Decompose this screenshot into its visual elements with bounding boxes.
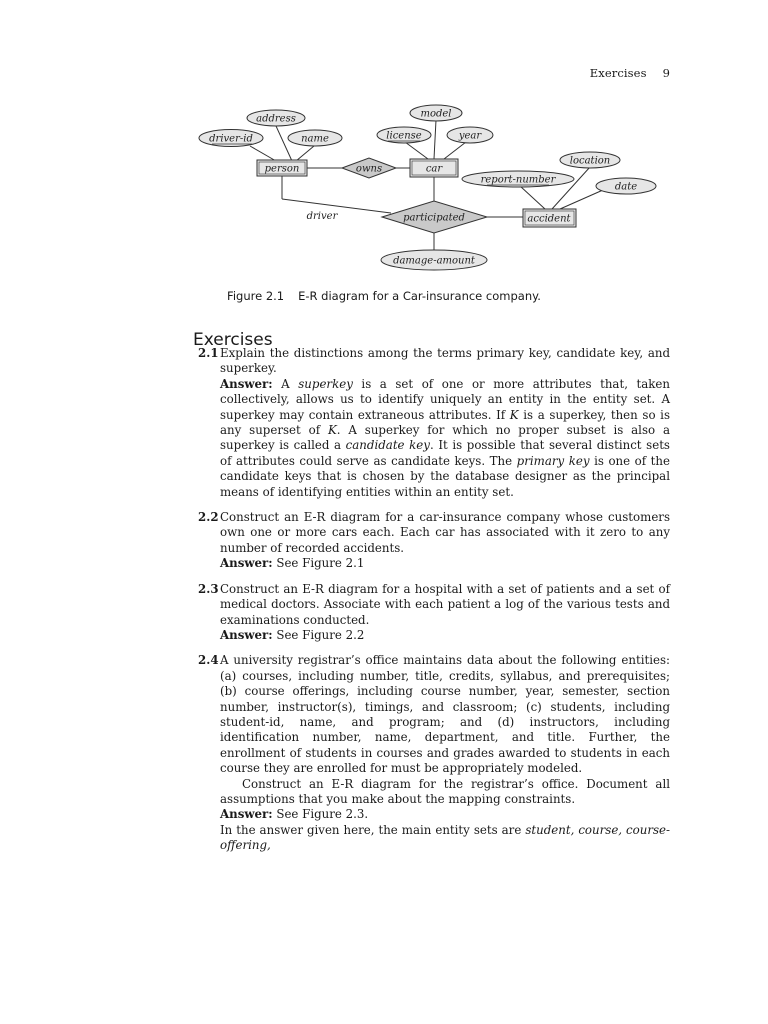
attr-damageamount-label: damage-amount <box>393 255 475 267</box>
answer-text: See Figure 2.1 <box>276 556 365 571</box>
answer-text: A <box>281 376 299 391</box>
var-k: K <box>509 407 519 422</box>
var-k: K <box>327 423 337 438</box>
section-title: Exercises <box>193 330 273 351</box>
figure-caption-text: E-R diagram for a Car-insurance company. <box>298 289 541 303</box>
edge-reportnumber-accident <box>520 186 545 209</box>
answer-text: is one of the candidate keys that is chosen by the database designer as the principal means of identifying entities within an entity set. <box>220 453 671 499</box>
entity-car-label: car <box>425 163 443 175</box>
rel-participated-label: participated <box>403 212 465 224</box>
answer-text: . A superkey for which no proper subset is also a superkey is called a <box>220 423 670 453</box>
attr-location-label: location <box>569 155 611 167</box>
attr-reportnumber-label: report-number <box>480 174 556 186</box>
exercise-2-2 <box>198 510 670 572</box>
exercise-2-1 <box>198 346 670 500</box>
attr-model-label: model <box>420 108 452 120</box>
entity-accident-label: accident <box>527 213 571 225</box>
rel-owns-label: owns <box>355 163 383 175</box>
exercise-answer <box>220 377 670 500</box>
exercise-number: 2.1 <box>198 346 219 360</box>
exercise-question: Construct an E-R diagram for a hospital with a set of patients and a set of medical doctors. Associate with each patient a log of the various tests and examinations conducted. <box>220 581 670 627</box>
edge-name-person <box>296 146 314 161</box>
exercise-question: A university registrar’s office maintains data about the following entities: (a) courses, including number, title, credits, syllabus, and prerequisites; (b) course offerings, including course number, year, semester, section number, instructor(s), timings, and classroom; (c) students, including student-id, name, and program; and (d) instructors, including identification number, name, department, and title. Further, the enrollment of students in courses and grades awarded to students in each course they are enrolled for must be appropriately modeled. <box>220 653 670 776</box>
attr-license-label: license <box>386 130 422 142</box>
answer-label: Answer: <box>220 627 273 642</box>
edge-model-car <box>434 120 436 159</box>
running-title: Exercises <box>589 66 647 80</box>
exercise-number: 2.4 <box>198 653 219 668</box>
exercise-2-3 <box>198 582 670 644</box>
term-superkey: superkey <box>298 376 353 391</box>
answer-text: See Figure 2.3. <box>276 807 369 822</box>
answer-label: Answer: <box>220 556 273 571</box>
edge-address-person <box>276 126 292 161</box>
answer-text: See Figure 2.2 <box>276 627 365 642</box>
answer-label: Answer: <box>220 376 273 391</box>
attr-name-label: name <box>301 133 329 145</box>
exercise-number: 2.3 <box>198 581 219 596</box>
exercise-question: Construct an E-R diagram for a car-insurance company whose customers own one or more cars each. Each car has associated with it zero to any number of recorded accidents. <box>220 510 670 555</box>
entity-person-label: person <box>264 163 300 175</box>
figure-caption-label: Figure 2.1 <box>227 289 285 303</box>
answer-followup <box>220 823 670 854</box>
answer-text: . It is possible that several distinct sets of attributes could serve as candidate keys. The <box>220 438 670 468</box>
exercise-number: 2.2 <box>198 510 219 525</box>
answer-label: Answer: <box>220 807 273 822</box>
role-driver-label: driver <box>306 211 338 222</box>
exercise-answer <box>220 807 670 822</box>
page-number: 9 <box>662 66 670 80</box>
followup-terms: student, course, course-offering, <box>220 822 671 853</box>
exercise-question-continued: Construct an E-R diagram for the registrar’s office. Document all assumptions that you make about the mapping constraints. <box>220 776 670 806</box>
figure-caption <box>0 289 768 303</box>
exercise-question: Explain the distinctions among the terms primary key, candidate key, and superkey. <box>220 346 670 376</box>
attr-date-label: date <box>614 181 638 193</box>
attr-driverid-label: driver-id <box>209 133 253 145</box>
answer-text: is a set of one or more attributes that, taken collectively, allows us to identify uniquely an entity in the entity set. A superkey may contain extraneous attributes. If <box>220 376 671 422</box>
attr-address-label: address <box>256 113 296 125</box>
answer-text: is a superkey, then so is any superset of <box>220 407 671 438</box>
er-diagram <box>0 0 768 290</box>
attr-year-label: year <box>458 130 482 142</box>
edge-year-car <box>444 142 466 159</box>
exercise-2-4 <box>198 653 670 853</box>
edge-driverid-person <box>250 146 276 161</box>
exercise-list <box>198 346 670 864</box>
term-primary-key: primary key <box>516 453 590 468</box>
exercise-answer <box>220 628 670 643</box>
followup-text: In the answer given here, the main entity sets are <box>220 822 526 837</box>
edge-license-car <box>405 142 428 159</box>
term-candidate-key: candidate key <box>345 438 430 453</box>
exercise-answer <box>220 556 670 571</box>
